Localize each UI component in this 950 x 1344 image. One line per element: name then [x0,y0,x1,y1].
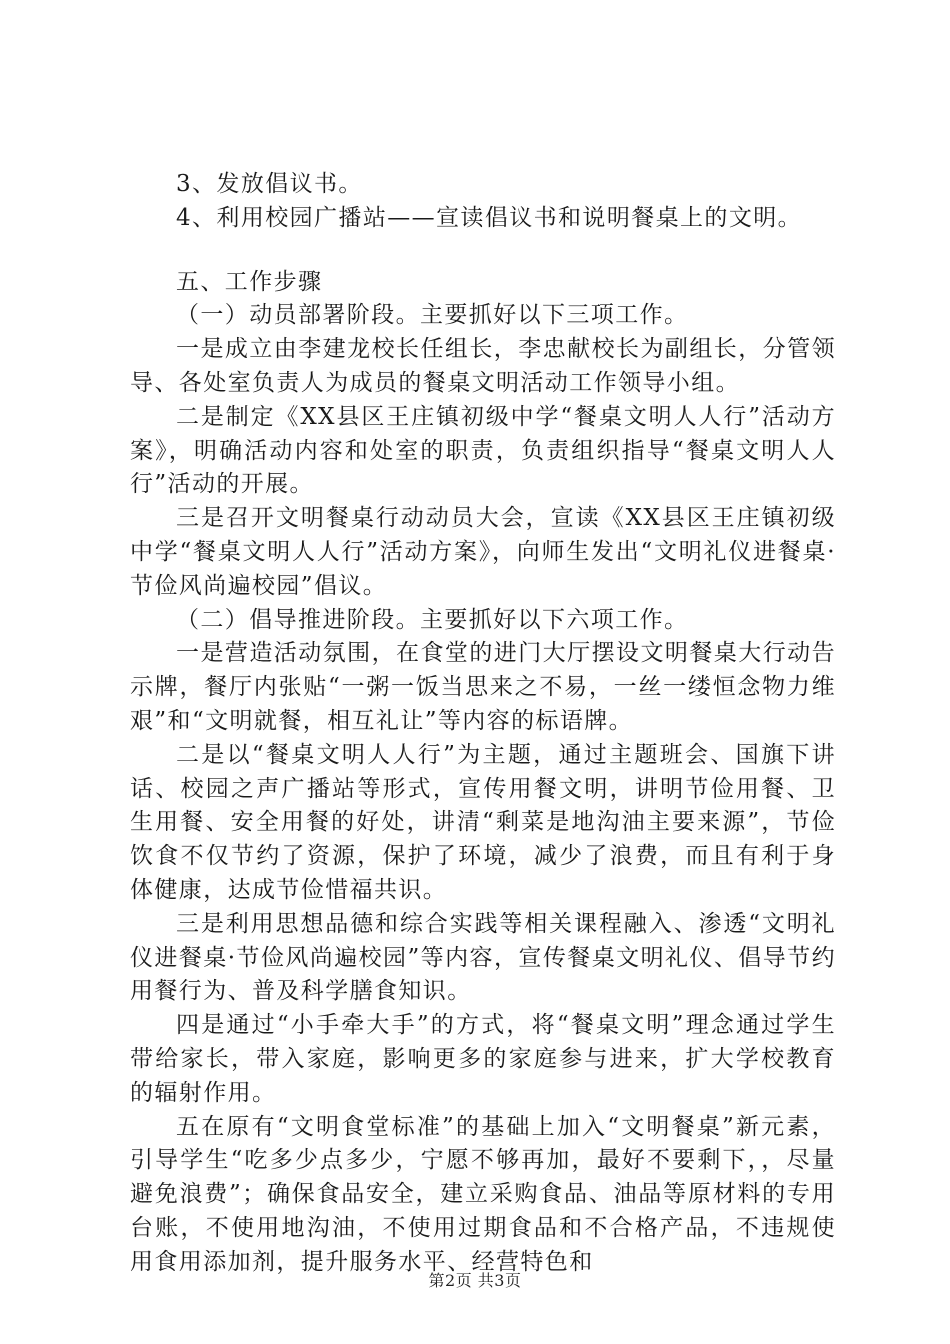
document-body [130,168,836,1280]
paragraph-leadership-group: 一是成立由李建龙校长任组长，李忠献校长为副组长，分管领导、各处室负责人为成员的餐桌文明活动工作领导小组。 [130,336,836,396]
section-heading-work-steps: 五、工作步骤 [176,268,323,295]
page-footer: 第2页 共3页 [428,1271,522,1290]
list-item-campus-broadcast: 4、利用校园广播站——宣读倡议书和说明餐桌上的文明。 [176,204,803,231]
paragraph-atmosphere: 一是营造活动氛围，在食堂的进门大厅摆设文明餐桌大行动告示牌，餐厅内张贴“一粥一饭当思来之不易，一丝一缕恒念物力维艰”和“文明就餐，相互礼让”等内容的标语牌。 [130,640,836,734]
paragraph-activity-plan: 二是制定《XX县区王庄镇初级中学“餐桌文明人人行”活动方案》，明确活动内容和处室的职责，负责组织指导“餐桌文明人人行”活动的开展。 [130,403,836,498]
list-item-distribute-proposal: 3、发放倡议书。 [176,171,363,197]
paragraph-theme-campaign: 二是以“餐桌文明人人行”为主题，通过主题班会、国旗下讲话、校园之声广播站等形式，宣传用餐文明，讲明节俭用餐、卫生用餐、安全用餐的好处，讲清“剩菜是地沟油主要来源”，节俭饮食不仅节约了资源，保护了环境，减少了浪费，而且有利于身体健康，达成节俭惜福共识。 [130,741,836,903]
paragraph-curriculum: 三是利用思想品德和综合实践等相关课程融入、渗透“文明礼仪进餐桌·节俭风尚遍校园”等内容，宣传餐桌文明礼仪、倡导节约用餐行为、普及科学膳食知识。 [130,910,836,1005]
paragraph-canteen-standard: 五在原有“文明食堂标准”的基础上加入“文明餐桌”新元素，引导学生“吃多少点多少，宁愿不够再加，最好不要剩下，，尽量避免浪费”；确保食品安全，建立采购食品、油品等原材料的专用台账，不使用地沟油，不使用过期食品和不合格产品，不违规使用食用添加剂，提升服务水平、经营特色和 [130,1113,836,1275]
subsection-heading-promotion: （二）倡导推进阶段。主要抓好以下六项工作。 [176,606,689,633]
paragraph-small-hands: 四是通过“小手牵大手”的方式，将“餐桌文明”理念通过学生带给家长，带入家庭，影响更多的家庭参与进来，扩大学校教育的辐射作用。 [130,1012,836,1106]
subsection-heading-mobilization: （一）动员部署阶段。主要抓好以下三项工作。 [176,302,689,329]
paragraph-mobilization-meeting: 三是召开文明餐桌行动动员大会，宣读《XX县区王庄镇初级中学“餐桌文明人人行”活动方案》，向师生发出“文明礼仪进餐桌·节俭风尚遍校园”倡议。 [130,505,836,599]
